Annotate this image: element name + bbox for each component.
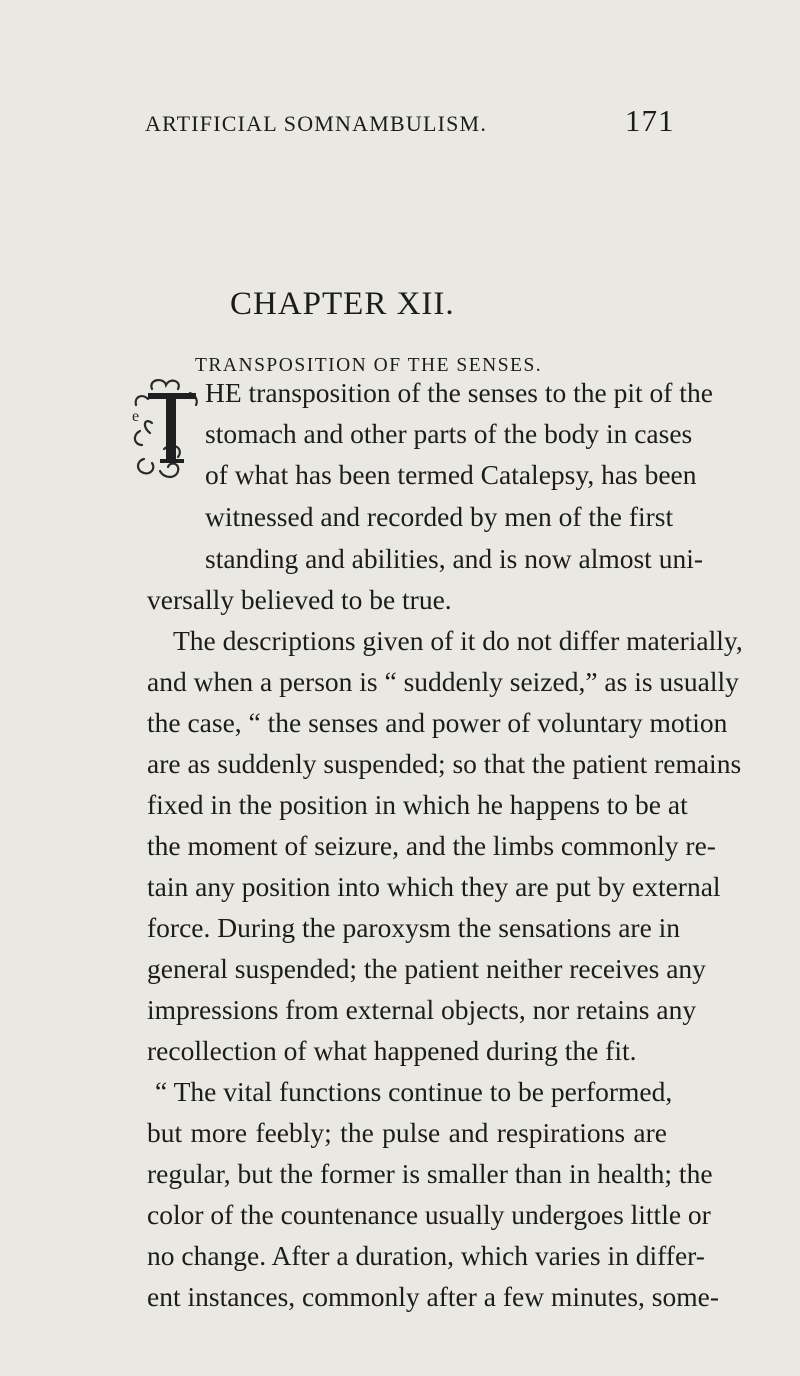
text-line: color of the countenance usually undergoes little or xyxy=(147,1199,711,1230)
text-line: regular, but the former is smaller than in health; the xyxy=(147,1158,713,1189)
text-line: force. During the paroxysm the sensations are in xyxy=(147,912,681,943)
text-line: “ The vital functions continue to be performed, xyxy=(155,1076,673,1107)
text-line: recollection of what happened during the fit. xyxy=(147,1035,637,1066)
text-line: no change. After a duration, which varies in differ- xyxy=(147,1240,705,1271)
text-line: the moment of seizure, and the limbs commonly re- xyxy=(147,830,716,861)
text-line: stomach and other parts of the body in cases xyxy=(205,418,693,449)
svg-text:e: e xyxy=(132,408,140,425)
text-line: general suspended; the patient neither receives any xyxy=(147,953,706,984)
text-line: The descriptions given of it do not differ materially, xyxy=(173,625,743,656)
text-line: of what has been termed Catalepsy, has been xyxy=(205,459,697,490)
text-line: are as suddenly suspended; so that the patient remains xyxy=(147,748,742,779)
section-title: TRANSPOSITION OF THE SENSES. xyxy=(195,355,543,376)
text-line: tain any position into which they are put by external xyxy=(147,871,721,902)
text-line: fixed in the position in which he happens to be at xyxy=(147,789,688,820)
text-line: standing and abilities, and is now almost uni- xyxy=(205,543,703,574)
chapter-title: CHAPTER XII. xyxy=(230,286,455,322)
text-line: but more feebly; the pulse and respirations are xyxy=(147,1117,667,1148)
text-line: witnessed and recorded by men of the first xyxy=(205,501,674,532)
ornamental-drop-cap-icon xyxy=(130,375,202,485)
text-line: versally believed to be true. xyxy=(147,584,452,615)
text-line: the case, “ the senses and power of voluntary motion xyxy=(147,707,728,738)
text-line: and when a person is “ suddenly seized,” as is usually xyxy=(147,666,739,697)
text-line: ent instances, commonly after a few minutes, some- xyxy=(147,1281,719,1312)
page-number: 171 xyxy=(625,103,675,138)
text-line: HE transposition of the senses to the pit of the xyxy=(205,377,713,408)
running-head: ARTIFICIAL SOMNAMBULISM. xyxy=(145,111,488,136)
text-line: impressions from external objects, nor retains any xyxy=(147,994,697,1025)
